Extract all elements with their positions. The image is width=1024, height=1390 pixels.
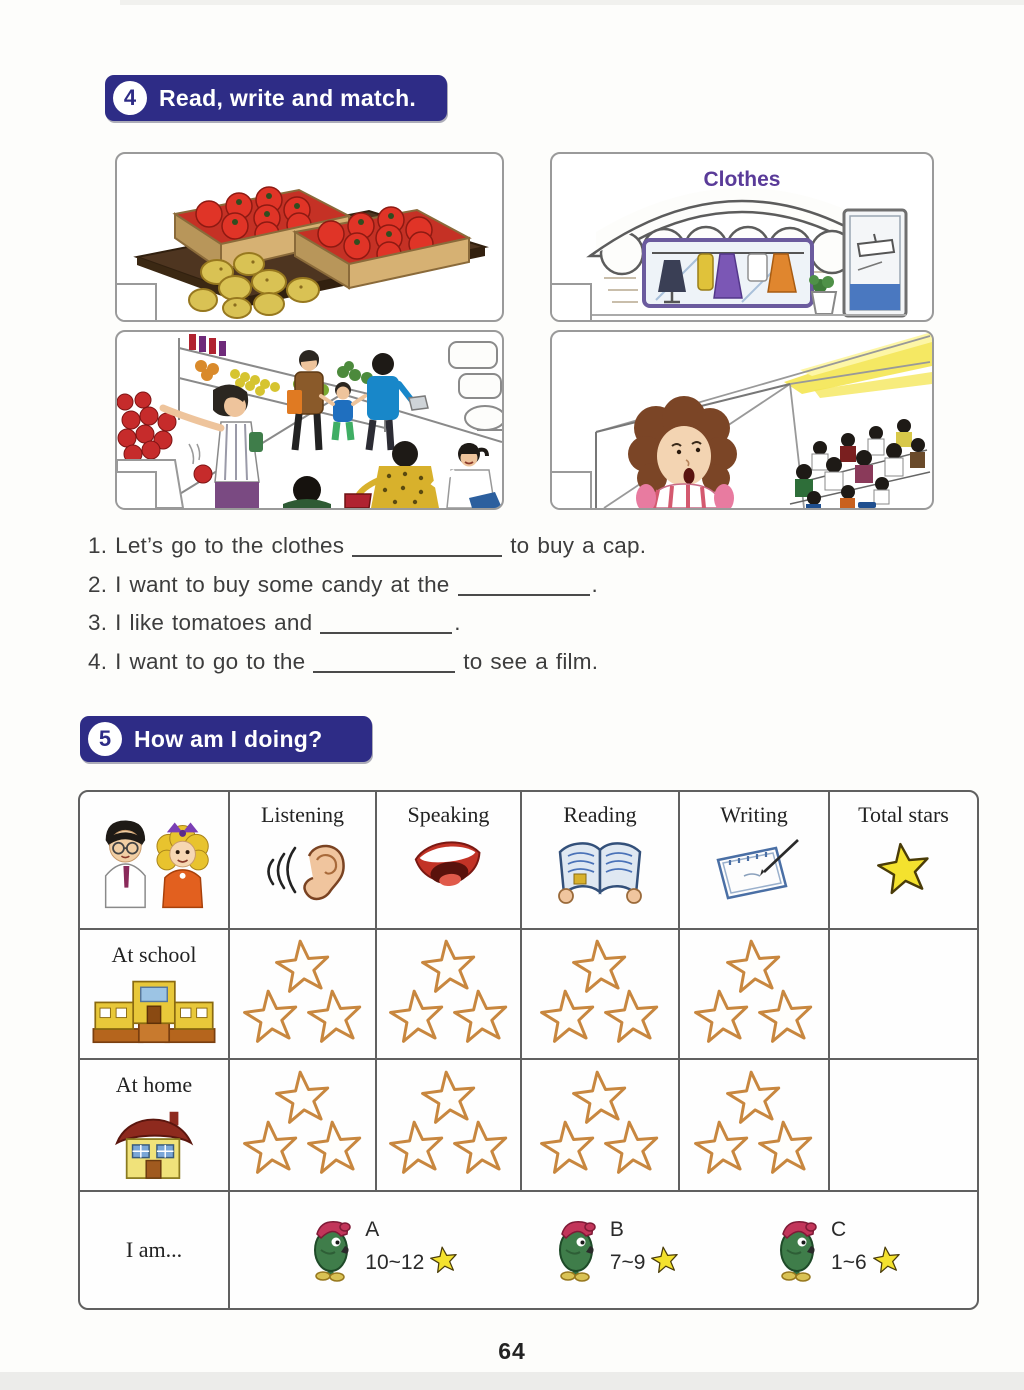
star-range: 1~6 [831, 1251, 867, 1274]
school-icon [91, 974, 217, 1046]
column-header-reading [522, 792, 680, 930]
row-label: At home [115, 1072, 193, 1097]
column-label: Speaking [407, 802, 490, 827]
sentence-pre-text: I like tomatoes and [115, 610, 313, 635]
sentence-3 [88, 604, 808, 643]
grade-letter: C [831, 1218, 847, 1241]
parrot-mascot-icon [305, 1214, 359, 1287]
column-label: Listening [260, 802, 345, 827]
parrot-mascot-icon [771, 1214, 825, 1287]
answer-blank [313, 647, 455, 673]
sentence-number: 4. [88, 648, 108, 674]
sentence-pre-text: I want to buy some candy at the [115, 571, 450, 597]
star-range: 10~12 [365, 1251, 425, 1274]
section-4-header [105, 75, 447, 121]
picture-clothes-shop [550, 152, 934, 322]
star-icon [650, 1244, 680, 1282]
section-5-title: How am I doing? [134, 725, 323, 752]
column-header-listening [230, 792, 377, 930]
star-icon [429, 1244, 459, 1282]
stars-school-listening [230, 930, 377, 1060]
sentence-post-text: . [591, 571, 598, 597]
column-label: Writing [720, 802, 788, 827]
sentence-4 [88, 643, 808, 682]
row-header-at-school [80, 930, 230, 1060]
fill-in-sentences [88, 527, 808, 681]
house-icon [113, 1102, 195, 1182]
match-answer-box [550, 283, 592, 322]
picture-supermarket [115, 330, 504, 510]
star-icon [875, 838, 933, 906]
total-stars-home-cell [830, 1060, 977, 1192]
section-4-title: Read, write and match. [159, 84, 417, 111]
star-range: 7~9 [609, 1251, 646, 1274]
rating-grade-c [771, 1214, 902, 1287]
row-header-i-am [80, 1192, 230, 1308]
match-answer-box [550, 471, 592, 510]
column-label: Total stars [858, 802, 949, 827]
page-number: 64 [498, 1338, 526, 1364]
clothes-sign-text: Clothes [703, 168, 781, 191]
sentence-post-text: . [454, 610, 461, 635]
clothes-shop-illustration [552, 154, 932, 320]
notebook-pencil-icon [706, 838, 802, 910]
section-5-header [80, 716, 372, 762]
page-top-scan-edge [120, 0, 1024, 5]
stars-home-speaking [377, 1060, 522, 1192]
cinema-illustration [552, 332, 932, 508]
column-header-writing [680, 792, 830, 930]
match-answer-box [115, 283, 157, 322]
supermarket-illustration [117, 332, 502, 508]
stars-school-reading [522, 930, 680, 1060]
ratings-cell [230, 1192, 977, 1308]
sentence-pre-text: Let’s go to the clothes [115, 533, 345, 558]
sentence-1 [88, 527, 808, 566]
answer-blank [352, 531, 502, 557]
star-icon [872, 1244, 902, 1282]
column-header-total-stars [830, 792, 977, 930]
row-header-at-home [80, 1060, 230, 1192]
stars-home-reading [522, 1060, 680, 1192]
sentence-2 [88, 566, 808, 605]
row-label: At school [111, 942, 197, 967]
match-answer-box [115, 471, 157, 510]
rating-grade-a [305, 1214, 459, 1287]
sentence-number: 1. [88, 533, 108, 558]
total-stars-school-cell [830, 930, 977, 1060]
table-corner-kids-cell [80, 792, 230, 930]
rating-grade-b [550, 1214, 681, 1287]
answer-blank [458, 570, 590, 596]
grade-letter: B [609, 1218, 624, 1241]
column-header-speaking [377, 792, 522, 930]
grade-letter: A [365, 1218, 380, 1241]
column-label: Reading [563, 802, 637, 827]
section-4-number-badge: 4 [113, 81, 147, 115]
stars-school-speaking [377, 930, 522, 1060]
sentence-pre-text: I want to go to the [115, 648, 306, 674]
page-bottom-scan-edge [0, 1372, 1024, 1390]
boy-and-girl-icon [80, 810, 228, 914]
book-icon [552, 838, 648, 914]
i-am-label: I am... [125, 1237, 183, 1262]
sentence-number: 3. [88, 610, 108, 635]
sentence-post-text: to buy a cap. [510, 533, 647, 558]
stars-school-writing [680, 930, 830, 1060]
picture-tomatoes-and-potatoes [115, 152, 504, 322]
mouth-icon [409, 838, 489, 906]
answer-blank [320, 608, 452, 634]
parrot-mascot-icon [550, 1214, 604, 1287]
ear-icon [257, 838, 349, 914]
tomatoes-potatoes-illustration [117, 154, 502, 320]
section-5-number-badge: 5 [88, 722, 122, 756]
self-assessment-table [78, 790, 979, 1310]
picture-cinema [550, 330, 934, 510]
sentence-number: 2. [88, 571, 108, 597]
sentence-post-text: to see a film. [463, 648, 599, 674]
stars-home-listening [230, 1060, 377, 1192]
stars-home-writing [680, 1060, 830, 1192]
